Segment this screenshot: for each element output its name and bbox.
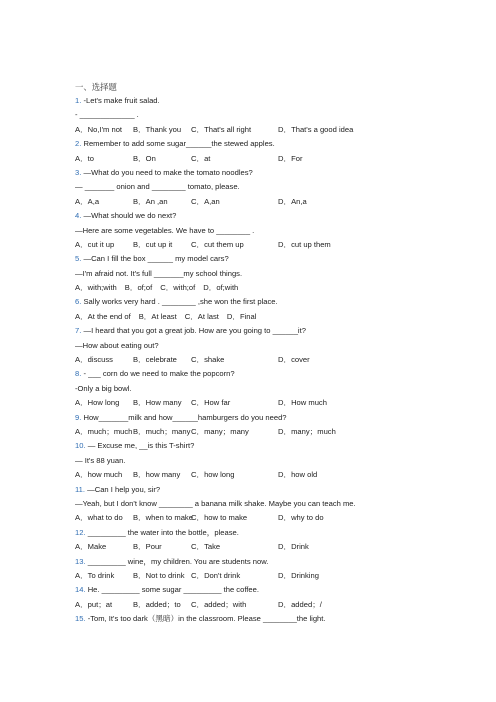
option-d: D．That's a good idea [278, 124, 354, 134]
question-text: _________ wine，my children. You are students now. [87, 556, 269, 566]
question-13 [75, 558, 435, 587]
question-number: 11. [75, 484, 85, 494]
exercise-content [75, 83, 435, 629]
answer-options [75, 126, 435, 140]
answer-options [75, 428, 435, 442]
question-text: Sally works very hard . ________ ,she won the first place. [83, 297, 278, 307]
question-stem [75, 529, 435, 543]
option-d: D．of;with [203, 283, 239, 293]
question-text: —Here are some vegetables. We have to ________ . [75, 225, 255, 235]
question-text: - _____________ . [75, 110, 139, 120]
question-text: How_______milk and how______hamburgers do you need? [83, 412, 287, 422]
question-stem [75, 558, 435, 572]
option-c: C．How far [191, 398, 231, 408]
question-stem [75, 370, 435, 384]
answer-options [75, 284, 435, 298]
question-text: —Yeah, but I don't know ________ a banana milk shake. Maybe you can teach me. [75, 498, 356, 508]
option-c: C．A,an [191, 196, 220, 206]
question-dialogue-line [75, 385, 435, 399]
question-10 [75, 442, 435, 485]
option-a: A．cut it up [75, 239, 115, 249]
question-text: -Only a big bowl. [75, 383, 132, 393]
question-text: —How about eating out? [75, 340, 159, 350]
option-a: A．with;with [75, 283, 117, 293]
answer-options [75, 356, 435, 370]
option-a: A．Make [75, 542, 107, 552]
question-stem [75, 140, 435, 154]
question-stem [75, 414, 435, 428]
option-b: B．On [133, 153, 156, 163]
question-15 [75, 615, 435, 629]
question-text: -Tom, It's too dark（黑暗）in the classroom. Please ________the light. [87, 614, 326, 624]
question-number: 3. [75, 167, 82, 177]
option-b: B．of;of [124, 283, 153, 293]
option-a: A．To drink [75, 570, 115, 580]
option-b: B．Thank you [133, 124, 182, 134]
option-d: D．cut up them [278, 239, 331, 249]
question-text: —I heard that you got a great job. How are you going to ______it? [83, 326, 306, 336]
option-c: C．At last [184, 311, 219, 321]
answer-options [75, 514, 435, 528]
option-c: C．That's all right [191, 124, 252, 134]
question-stem [75, 169, 435, 183]
option-c: C．how to make [191, 513, 248, 523]
answer-options [75, 399, 435, 413]
option-d: D．Final [226, 311, 257, 321]
question-number: 9. [75, 412, 82, 422]
option-a: A．discuss [75, 355, 113, 365]
question-4 [75, 212, 435, 255]
answer-options [75, 471, 435, 485]
question-text: —Can I help you, sir? [87, 484, 161, 494]
option-c: C．added；with [191, 599, 247, 609]
option-d: D．how old [278, 470, 318, 480]
question-text: —Can I fill the box ______ my model cars? [83, 254, 229, 264]
question-number: 12. [75, 527, 86, 537]
question-dialogue-line [75, 227, 435, 241]
option-d: D．An,a [278, 196, 307, 206]
answer-options [75, 241, 435, 255]
question-1 [75, 97, 435, 140]
option-d: D．For [278, 153, 303, 163]
answer-options [75, 155, 435, 169]
question-12 [75, 529, 435, 558]
answer-options [75, 601, 435, 615]
option-a: A．what to do [75, 513, 123, 523]
question-9 [75, 414, 435, 443]
option-b: B．Not to drink [133, 570, 185, 580]
option-a: A．how much [75, 470, 123, 480]
option-c: C．shake [191, 355, 225, 365]
question-text: —What do you need to make the tomato noodles? [83, 167, 253, 177]
option-d: D．How much [278, 398, 327, 408]
answer-options [75, 543, 435, 557]
question-11 [75, 486, 435, 529]
option-b: B．How many [133, 398, 182, 408]
question-8 [75, 370, 435, 413]
answer-options [75, 313, 435, 327]
question-3 [75, 169, 435, 212]
question-number: 6. [75, 297, 82, 307]
option-b: B．celebrate [133, 355, 177, 365]
question-dialogue-line [75, 457, 435, 471]
option-a: A．to [75, 153, 94, 163]
option-b: B．An ,an [133, 196, 168, 206]
option-b: B．when to make [133, 513, 193, 523]
question-stem [75, 442, 435, 456]
option-d: D．Drink [278, 542, 309, 552]
question-stem [75, 212, 435, 226]
question-number: 13. [75, 556, 86, 566]
question-text: He. _________ some sugar _________ the coffee. [87, 585, 259, 595]
option-d: D．why to do [278, 513, 324, 523]
question-2 [75, 140, 435, 169]
option-b: B．how many [133, 470, 181, 480]
option-a: A．much；much [75, 426, 133, 436]
question-text: — _______ onion and ________ tomato, please. [75, 182, 240, 192]
question-dialogue-line [75, 342, 435, 356]
question-text: - ___ corn do we need to make the popcorn? [83, 369, 235, 379]
question-dialogue-line [75, 111, 435, 125]
option-d: D．Drinking [278, 570, 319, 580]
option-d: D．added；/ [278, 599, 322, 609]
question-list [75, 97, 435, 629]
question-number: 8. [75, 369, 82, 379]
option-b: B．Pour [133, 542, 162, 552]
option-a: A．put；at [75, 599, 113, 609]
option-c: C．Take [191, 542, 221, 552]
option-a: A．A,a [75, 196, 100, 206]
question-text: —What should we do next? [83, 211, 177, 221]
question-7 [75, 327, 435, 370]
option-d: D．many；much [278, 426, 336, 436]
question-number: 4. [75, 211, 82, 221]
option-a: A．At the end of [75, 311, 131, 321]
question-14 [75, 586, 435, 615]
question-dialogue-line [75, 183, 435, 197]
option-b: B．added；to [133, 599, 181, 609]
question-stem [75, 97, 435, 111]
option-c: C．many；many [191, 426, 249, 436]
question-text: — It's 88 yuan. [75, 455, 126, 465]
question-6 [75, 298, 435, 327]
question-number: 2. [75, 139, 82, 149]
option-a: A．No,I'm not [75, 124, 123, 134]
answer-options [75, 572, 435, 586]
question-stem [75, 615, 435, 629]
question-stem [75, 486, 435, 500]
option-c: C．Don't drink [191, 570, 241, 580]
question-stem [75, 298, 435, 312]
question-number: 1. [75, 96, 82, 105]
option-c: C．how long [191, 470, 235, 480]
question-5 [75, 255, 435, 298]
option-b: B．cut up it [133, 239, 173, 249]
option-c: C．at [191, 153, 211, 163]
question-text: Remember to add some sugar______the stewed apples. [83, 139, 275, 149]
question-dialogue-line [75, 500, 435, 514]
question-number: 14. [75, 585, 86, 595]
answer-options [75, 198, 435, 212]
question-stem [75, 327, 435, 341]
section-title: 一、选择题 [75, 82, 117, 92]
question-number: 10. [75, 441, 86, 451]
question-text: _________ the water into the bottle，please. [87, 527, 239, 537]
question-stem [75, 586, 435, 600]
question-text: —I'm afraid not. It's full _______my school things. [75, 268, 243, 278]
question-text: -Let's make fruit salad. [83, 96, 160, 105]
option-b: B．At least [138, 311, 177, 321]
question-dialogue-line [75, 270, 435, 284]
question-number: 7. [75, 326, 82, 336]
question-number: 5. [75, 254, 82, 264]
option-c: C．cut them up [191, 239, 244, 249]
option-b: B．much；many [133, 426, 191, 436]
option-a: A．How long [75, 398, 120, 408]
option-c: C．with;of [160, 283, 196, 293]
option-d: D．cover [278, 355, 310, 365]
question-number: 15. [75, 614, 86, 624]
question-stem [75, 255, 435, 269]
question-text: — Excuse me, __is this T-shirt? [87, 441, 195, 451]
